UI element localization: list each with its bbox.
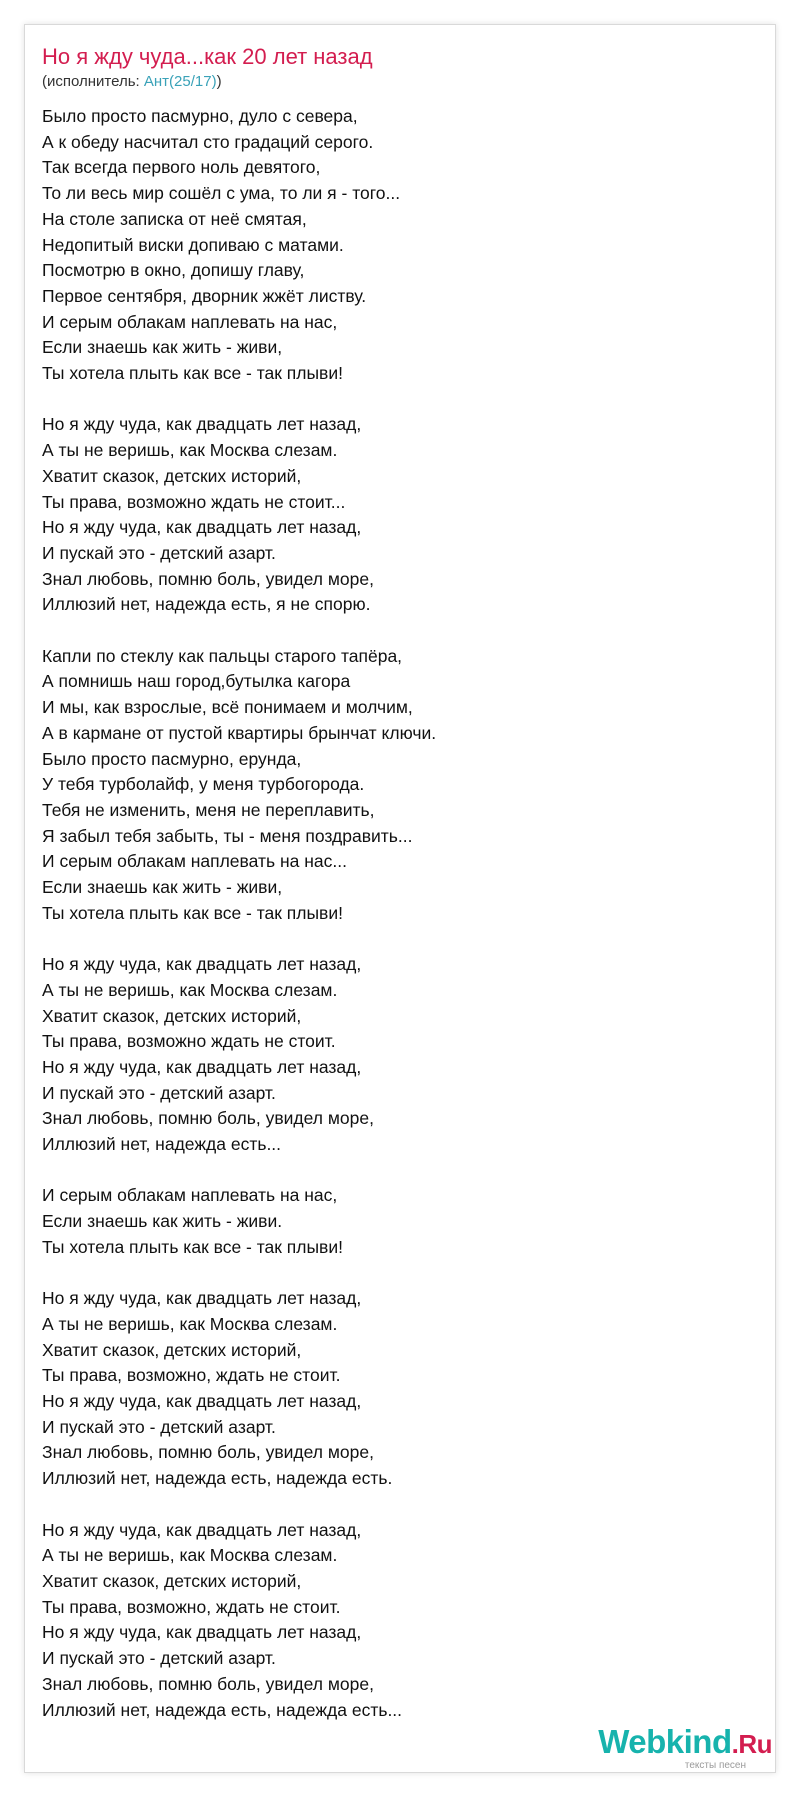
lyrics-line: Но я жду чуда, как двадцать лет назад, bbox=[42, 1391, 362, 1412]
artist-link[interactable]: Ант(25/17) bbox=[143, 73, 217, 90]
lyrics-line: То ли весь мир сошёл с ума, то ли я - того... bbox=[42, 183, 401, 204]
lyrics-line: Хватит сказок, детских историй, bbox=[42, 1005, 302, 1026]
logo-wordmark bbox=[582, 1725, 772, 1761]
lyrics-line: Знал любовь, помню боль, увидел море, bbox=[42, 1673, 374, 1694]
lyrics-line: Я забыл тебя забыть, ты - меня поздравить... bbox=[42, 825, 413, 846]
lyrics-line: Так всегда первого ноль девятого, bbox=[42, 157, 321, 178]
lyrics-line: А ты не веришь, как Москва слезам. bbox=[42, 979, 338, 1000]
lyrics-line: А к обеду насчитал сто градаций серого. bbox=[42, 131, 374, 152]
lyrics-line: Посмотрю в окно, допишу главу, bbox=[42, 260, 305, 281]
lyrics-line: И серым облакам наплевать на нас, bbox=[42, 311, 338, 332]
lyrics-line: У тебя турболайф, у меня турбогорода. bbox=[42, 774, 365, 795]
lyrics-line: Если знаешь как жить - живи. bbox=[42, 1211, 283, 1232]
lyrics-line: Но я жду чуда, как двадцать лет назад, bbox=[42, 1288, 362, 1309]
logo-tagline: тексты песен bbox=[684, 1760, 746, 1771]
lyrics-line: Если знаешь как жить - живи, bbox=[42, 337, 283, 358]
lyrics-line: Знал любовь, помню боль, увидел море, bbox=[42, 1108, 374, 1129]
lyrics-line: Иллюзий нет, надежда есть, надежда есть... bbox=[42, 1699, 403, 1720]
lyrics-line: Ты права, возможно ждать не стоит. bbox=[42, 1031, 336, 1052]
lyrics-line: И серым облакам наплевать на нас, bbox=[42, 1185, 338, 1206]
lyrics-line: А в кармане от пустой квартиры брынчат ключи. bbox=[42, 722, 437, 743]
lyrics-line: А ты не веришь, как Москва слезам. bbox=[42, 1313, 338, 1334]
lyrics-line: Знал любовь, помню боль, увидел море, bbox=[42, 1442, 374, 1463]
lyrics-line: Но я жду чуда, как двадцать лет назад, bbox=[42, 1622, 362, 1643]
lyrics-line: Если знаешь как жить - живи, bbox=[42, 877, 283, 898]
lyrics-stanza bbox=[42, 644, 742, 927]
lyrics-line: Хватит сказок, детских историй, bbox=[42, 465, 302, 486]
artist-prefix: (исполнитель: bbox=[42, 73, 144, 90]
lyrics-line: А ты не веришь, как Москва слезам. bbox=[42, 440, 338, 461]
lyrics-line: Капли по стеклу как пальцы старого тапёра, bbox=[42, 645, 403, 666]
lyrics-line: И пускай это - детский азарт. bbox=[42, 1082, 276, 1103]
site-logo[interactable] bbox=[582, 1725, 772, 1773]
lyrics-stanza bbox=[42, 1518, 742, 1724]
lyrics-line: Ты права, возможно, ждать не стоит. bbox=[42, 1596, 341, 1617]
lyrics-line: Хватит сказок, детских историй, bbox=[42, 1570, 302, 1591]
lyrics-line: И мы, как взрослые, всё понимаем и молчим, bbox=[42, 697, 413, 718]
lyrics-line: Иллюзий нет, надежда есть... bbox=[42, 1134, 282, 1155]
lyrics-line: А помнишь наш город,бутылка кагора bbox=[42, 671, 351, 692]
lyrics-stanza bbox=[42, 952, 742, 1158]
logo-suffix-text: .Ru bbox=[731, 1729, 772, 1759]
lyrics-line: Но я жду чуда, как двадцать лет назад, bbox=[42, 517, 362, 538]
lyrics-line: Знал любовь, помню боль, увидел море, bbox=[42, 568, 374, 589]
logo-main-text: Webkind bbox=[598, 1723, 732, 1760]
lyrics-line: Было просто пасмурно, ерунда, bbox=[42, 748, 302, 769]
lyrics-line: Ты хотела плыть как все - так плыви! bbox=[42, 1236, 343, 1257]
lyrics-line: Ты права, возможно ждать не стоит... bbox=[42, 491, 346, 512]
artist-line bbox=[42, 72, 222, 92]
artist-suffix: ) bbox=[216, 73, 222, 90]
lyrics-stanza bbox=[42, 412, 742, 618]
lyrics-line: Но я жду чуда, как двадцать лет назад, bbox=[42, 414, 362, 435]
lyrics-stanza bbox=[42, 104, 742, 387]
lyrics-stanza bbox=[42, 1183, 742, 1260]
lyrics-line: И пускай это - детский азарт. bbox=[42, 1648, 276, 1669]
lyrics-line: На столе записка от неё смятая, bbox=[42, 208, 307, 229]
lyrics-line: И пускай это - детский азарт. bbox=[42, 542, 276, 563]
lyrics-line: Ты хотела плыть как все - так плыви! bbox=[42, 902, 343, 923]
lyrics-line: Ты хотела плыть как все - так плыви! bbox=[42, 363, 343, 384]
lyrics-line: Первое сентября, дворник жжёт листву. bbox=[42, 285, 367, 306]
lyrics-line: Иллюзий нет, надежда есть, надежда есть. bbox=[42, 1468, 393, 1489]
lyrics-line: А ты не веришь, как Москва слезам. bbox=[42, 1545, 338, 1566]
lyrics-line: Но я жду чуда, как двадцать лет назад, bbox=[42, 1519, 362, 1540]
lyrics-line: Было просто пасмурно, дуло с севера, bbox=[42, 106, 358, 126]
lyrics-line: Недопитый виски допиваю с матами. bbox=[42, 234, 344, 255]
lyrics-line: И серым облакам наплевать на нас... bbox=[42, 851, 347, 872]
lyrics-line: Ты права, возможно, ждать не стоит. bbox=[42, 1365, 341, 1386]
lyrics-stanza bbox=[42, 1286, 742, 1492]
lyrics-body bbox=[42, 104, 742, 1749]
lyrics-line: Иллюзий нет, надежда есть, я не спорю. bbox=[42, 594, 371, 615]
lyrics-line: Но я жду чуда, как двадцать лет назад, bbox=[42, 954, 362, 975]
lyrics-line: И пускай это - детский азарт. bbox=[42, 1416, 276, 1437]
lyrics-line: Но я жду чуда, как двадцать лет назад, bbox=[42, 1056, 362, 1077]
lyrics-line: Тебя не изменить, меня не переплавить, bbox=[42, 799, 375, 820]
lyrics-line: Хватит сказок, детских историй, bbox=[42, 1339, 302, 1360]
song-title: Но я жду чуда...как 20 лет назад bbox=[42, 44, 373, 69]
